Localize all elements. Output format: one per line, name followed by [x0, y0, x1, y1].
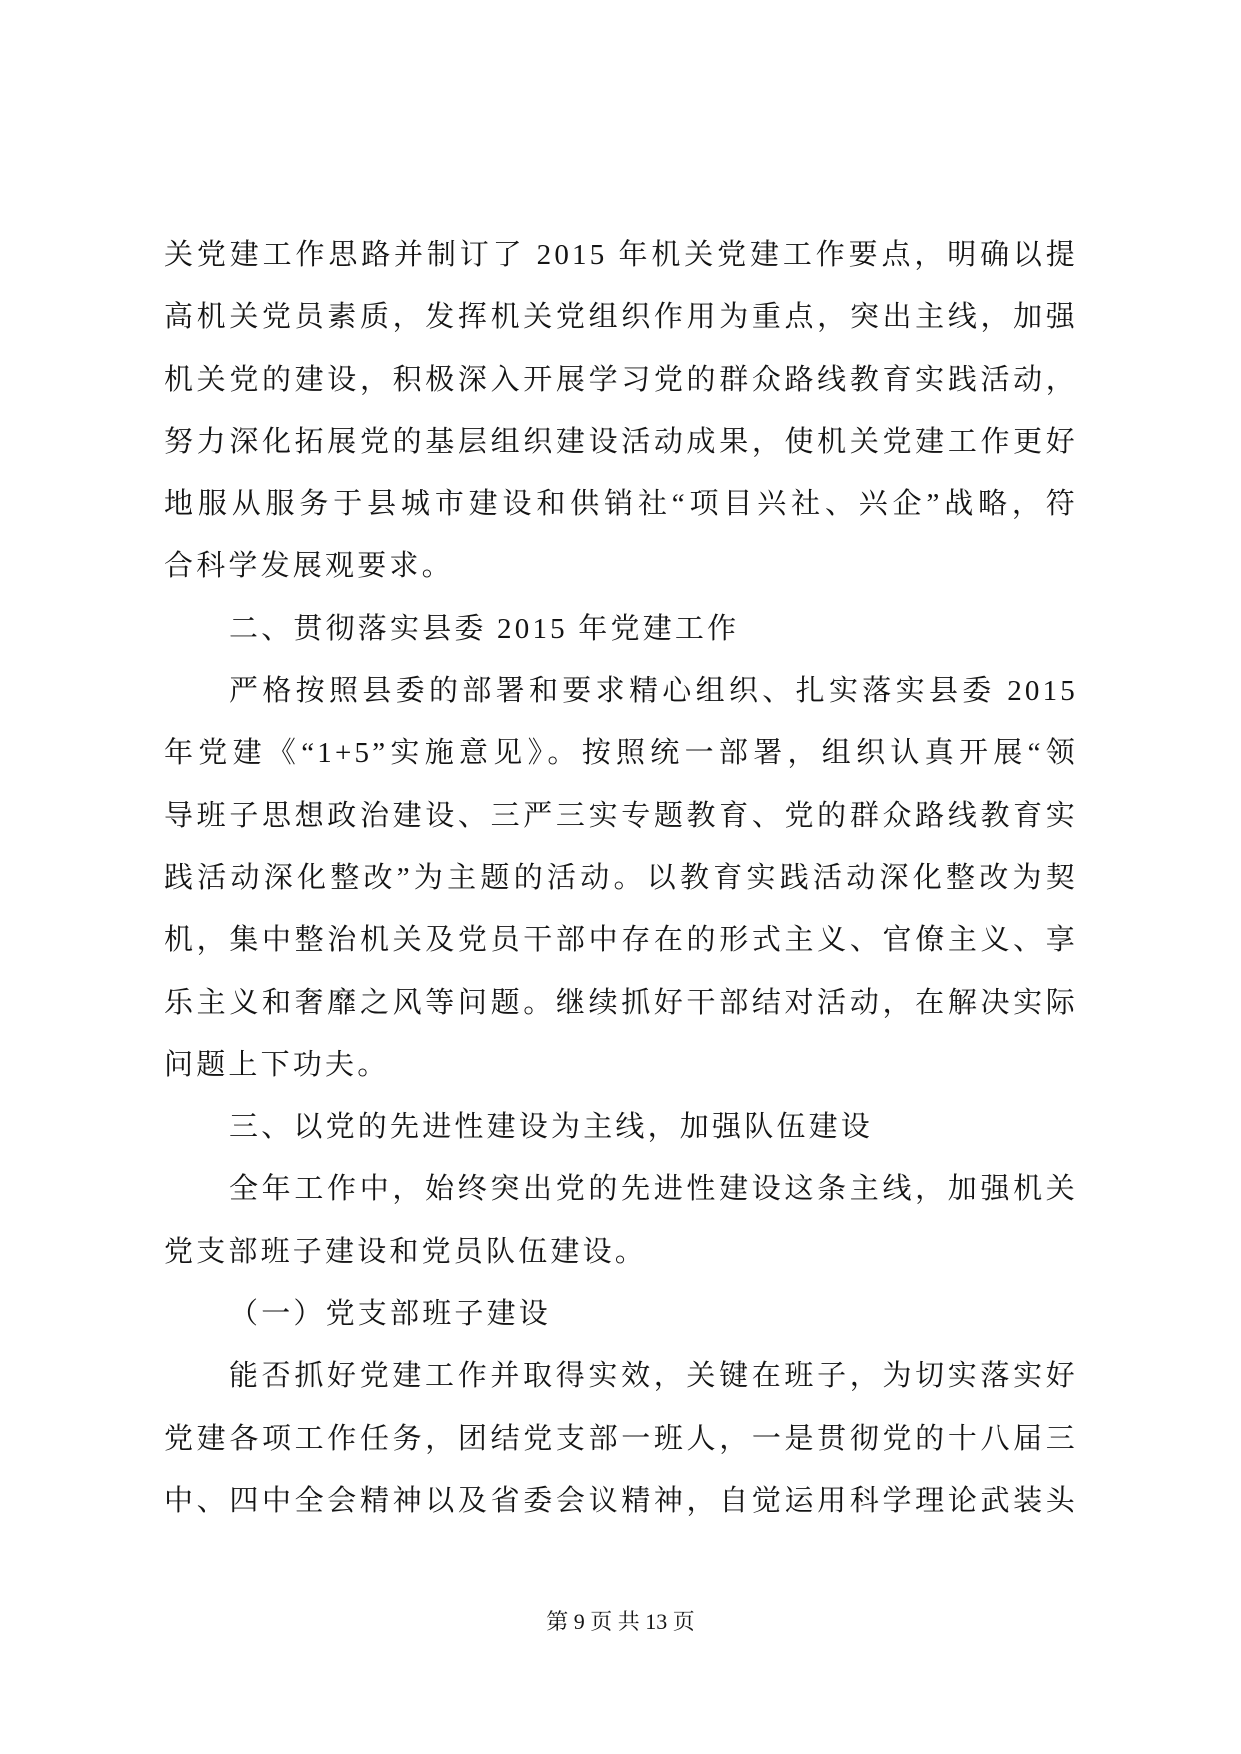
paragraph-line: 地服从服务于县城市建设和供销社“项目兴社、兴企”战略，符 [164, 488, 1078, 521]
paragraph-line: 全年工作中，始终突出党的先进性建设这条主线，加强机关 [229, 1173, 1078, 1206]
paragraph-line: 年党建《“1+5”实施意见》。按照统一部署，组织认真开展“领 [164, 737, 1078, 770]
paragraph-line: 导班子思想政治建设、三严三实专题教育、党的群众路线教育实 [164, 799, 1078, 832]
subsection-heading: （一）党支部班子建设 [229, 1298, 552, 1331]
page-footer [0, 1607, 1241, 1637]
paragraph-line: 践活动深化整改”为主题的活动。以教育实践活动深化整改为契 [164, 861, 1078, 894]
page-number-label: 第 9 页 共 13 页 [546, 1609, 695, 1634]
paragraph-line: 机，集中整治机关及党员干部中存在的形式主义、官僚主义、享 [164, 924, 1078, 957]
section-heading: 三、以党的先进性建设为主线，加强队伍建设 [229, 1111, 874, 1144]
document-body [164, 224, 1078, 1532]
paragraph-line: 机关党的建设，积极深入开展学习党的群众路线教育实践活动， [164, 363, 1078, 396]
paragraph-line: 问题上下功夫。 [164, 1048, 390, 1081]
paragraph-line: 党建各项工作任务，团结党支部一班人，一是贯彻党的十八届三 [164, 1422, 1078, 1455]
paragraph-line: 党支部班子建设和党员队伍建设。 [164, 1235, 648, 1268]
paragraph-line: 关党建工作思路并制订了 2015 年机关党建工作要点，明确以提 [164, 239, 1078, 271]
paragraph-line: 高机关党员素质，发挥机关党组织作用为重点，突出主线，加强 [164, 301, 1078, 334]
paragraph-line: 乐主义和奢靡之风等问题。继续抓好干部结对活动，在解决实际 [164, 986, 1078, 1019]
paragraph-line: 能否抓好党建工作并取得实效，关键在班子，为切实落实好 [229, 1360, 1078, 1393]
section-heading: 二、贯彻落实县委 2015 年党建工作 [229, 612, 740, 645]
paragraph-line: 严格按照县委的部署和要求精心组织、扎实落实县委 2015 [229, 675, 1078, 708]
paragraph-line: 合科学发展观要求。 [164, 550, 454, 583]
paragraph-line: 中、四中全会精神以及省委会议精神，自觉运用科学理论武装头 [164, 1484, 1078, 1517]
paragraph-line: 努力深化拓展党的基层组织建设活动成果，使机关党建工作更好 [164, 425, 1078, 458]
